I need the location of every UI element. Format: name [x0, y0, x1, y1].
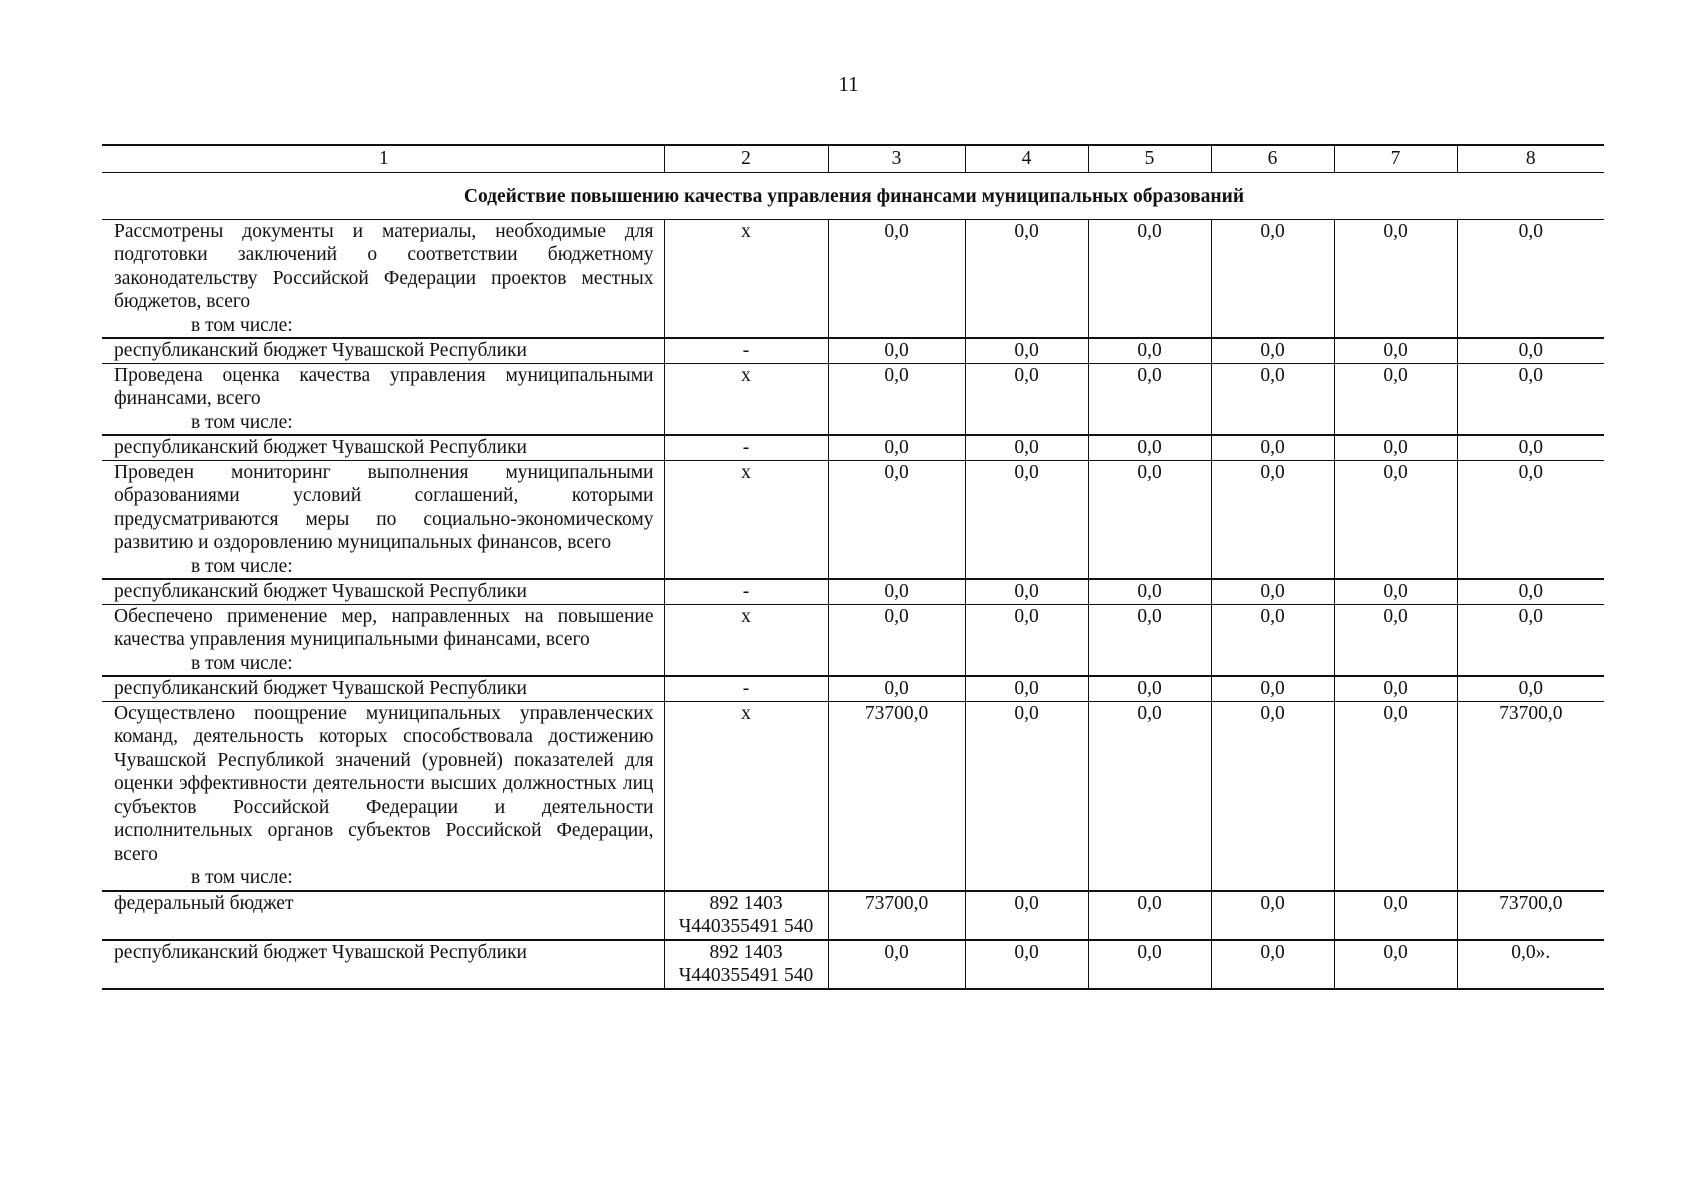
value-cell: 0,0: [1334, 891, 1457, 940]
value-cell: 0,0: [1334, 435, 1457, 460]
value-cell: 0,0: [1211, 604, 1334, 676]
value-cell: 73700,0: [828, 891, 965, 940]
value-cell: 0,0: [1334, 219, 1457, 338]
value-cell: 0,0: [828, 219, 965, 338]
value-cell: 73700,0: [828, 701, 965, 891]
row-description: [102, 701, 664, 891]
value-cell: 0,0: [1211, 338, 1334, 363]
value-cell: 0,0: [828, 940, 965, 989]
row-description: [102, 940, 664, 989]
value-cell: 0,0».: [1457, 940, 1604, 989]
description-text: федеральный бюджет: [114, 892, 294, 914]
value-cell: 0,0: [965, 219, 1088, 338]
description-text: Рассмотрены документы и материалы, необходимые для подготовки заключений о соответствии бюджетному законодательству Российской Федерации проектов местных бюджетов, всего: [114, 220, 654, 312]
budget-code: -: [664, 676, 828, 701]
description-text: Проведен мониторинг выполнения муниципальными образованиями условий соглашений, которыми предусматриваются меры по социально-экономическому развитию и оздоровлению муниципальных финансов, всего: [114, 461, 654, 553]
description-text: Обеспечено применение мер, направленных на повышение качества управления муниципальными финансами, всего: [114, 605, 654, 650]
value-cell: 0,0: [1211, 891, 1334, 940]
value-cell: 0,0: [965, 435, 1088, 460]
value-cell: 0,0: [1457, 460, 1604, 579]
page-number: 11: [838, 72, 859, 96]
row-description: [102, 676, 664, 701]
value-cell: 0,0: [1211, 579, 1334, 604]
indicator-row: [102, 701, 1604, 891]
budget-source-row: [102, 940, 1604, 989]
row-description: [102, 891, 664, 940]
column-header: 1: [102, 145, 664, 173]
value-cell: 0,0: [1211, 676, 1334, 701]
value-cell: 0,0: [965, 604, 1088, 676]
value-cell: 0,0: [1334, 940, 1457, 989]
value-cell: 0,0: [1211, 363, 1334, 435]
row-description: [102, 363, 664, 435]
budget-table: [102, 144, 1604, 990]
indicator-row: [102, 604, 1604, 676]
row-description: [102, 604, 664, 676]
budget-source-row: [102, 338, 1604, 363]
budget-code: 892 1403 Ч440355491 540: [664, 940, 828, 989]
value-cell: 73700,0: [1457, 701, 1604, 891]
value-cell: 0,0: [1088, 940, 1211, 989]
value-cell: 0,0: [1334, 676, 1457, 701]
value-cell: 0,0: [1088, 219, 1211, 338]
row-description: [102, 579, 664, 604]
description-text: республиканский бюджет Чувашской Республики: [114, 581, 527, 602]
budget-source-row: [102, 676, 1604, 701]
including-label: в том числе:: [191, 555, 293, 577]
budget-code: -: [664, 338, 828, 363]
budget-code: х: [664, 604, 828, 676]
description-text: республиканский бюджет Чувашской Республики: [114, 437, 527, 458]
column-header: 3: [828, 145, 965, 173]
value-cell: 0,0: [828, 460, 965, 579]
value-cell: 0,0: [828, 579, 965, 604]
value-cell: 0,0: [1088, 435, 1211, 460]
value-cell: 0,0: [1088, 338, 1211, 363]
value-cell: 0,0: [1088, 363, 1211, 435]
budget-code: х: [664, 219, 828, 338]
description-text: республиканский бюджет Чувашской Республики: [114, 678, 527, 699]
value-cell: 0,0: [1457, 219, 1604, 338]
row-description: [102, 338, 664, 363]
header-row: [102, 145, 1604, 173]
value-cell: 0,0: [1457, 604, 1604, 676]
value-cell: 0,0: [965, 363, 1088, 435]
description-text: Осуществлено поощрение муниципальных управленческих команд, деятельность которых способствовала достижению Чувашской Республикой значений (уровней) показателей для оценки эффективности деятельности высших должностных лиц субъектов Российской Федерации и деятельности исполнительных органов субъектов Российской Федерации, всего: [114, 702, 654, 865]
description-text: республиканский бюджет Чувашской Республики: [114, 941, 527, 963]
value-cell: 0,0: [1088, 604, 1211, 676]
value-cell: 0,0: [1457, 676, 1604, 701]
value-cell: 0,0: [1334, 604, 1457, 676]
value-cell: 0,0: [1457, 579, 1604, 604]
indicator-row: [102, 363, 1604, 435]
column-header: 5: [1088, 145, 1211, 173]
value-cell: 0,0: [1334, 701, 1457, 891]
budget-code: х: [664, 460, 828, 579]
description-text: республиканский бюджет Чувашской Республики: [114, 340, 527, 361]
including-label: в том числе:: [191, 314, 293, 336]
value-cell: 0,0: [965, 676, 1088, 701]
indicator-row: [102, 460, 1604, 579]
including-label: в том числе:: [191, 652, 293, 674]
value-cell: 0,0: [1457, 363, 1604, 435]
budget-source-row: [102, 579, 1604, 604]
budget-code: 892 1403 Ч440355491 540: [664, 891, 828, 940]
budget-code: х: [664, 363, 828, 435]
value-cell: 0,0: [828, 363, 965, 435]
including-label: в том числе:: [191, 411, 293, 433]
value-cell: 0,0: [828, 338, 965, 363]
value-cell: 0,0: [1088, 460, 1211, 579]
value-cell: 0,0: [828, 435, 965, 460]
value-cell: 0,0: [965, 940, 1088, 989]
section-title: Содействие повышению качества управления финансами муниципальных образований: [102, 173, 1604, 220]
budget-source-row: [102, 435, 1604, 460]
row-description: [102, 435, 664, 460]
value-cell: 0,0: [1088, 579, 1211, 604]
budget-code: х: [664, 701, 828, 891]
value-cell: 0,0: [965, 891, 1088, 940]
value-cell: 0,0: [1211, 219, 1334, 338]
column-header: 8: [1457, 145, 1604, 173]
value-cell: 0,0: [1211, 940, 1334, 989]
value-cell: 0,0: [1088, 676, 1211, 701]
value-cell: 0,0: [965, 579, 1088, 604]
column-header: 7: [1334, 145, 1457, 173]
value-cell: 0,0: [1211, 460, 1334, 579]
budget-code: -: [664, 435, 828, 460]
value-cell: 0,0: [1211, 435, 1334, 460]
value-cell: 0,0: [965, 338, 1088, 363]
value-cell: 0,0: [1334, 363, 1457, 435]
budget-code: -: [664, 579, 828, 604]
value-cell: 0,0: [1334, 338, 1457, 363]
row-description: [102, 460, 664, 579]
row-description: [102, 219, 664, 338]
value-cell: 0,0: [1457, 338, 1604, 363]
value-cell: 73700,0: [1457, 891, 1604, 940]
budget-source-row: [102, 891, 1604, 940]
value-cell: 0,0: [965, 701, 1088, 891]
value-cell: 0,0: [1457, 435, 1604, 460]
value-cell: 0,0: [1088, 701, 1211, 891]
column-header: 2: [664, 145, 828, 173]
including-label: в том числе:: [191, 867, 293, 888]
value-cell: 0,0: [1088, 891, 1211, 940]
indicator-row: [102, 219, 1604, 338]
value-cell: 0,0: [1334, 460, 1457, 579]
value-cell: 0,0: [1334, 579, 1457, 604]
section-title-row: [102, 173, 1604, 220]
value-cell: 0,0: [828, 676, 965, 701]
description-text: Проведена оценка качества управления муниципальными финансами, всего: [114, 364, 654, 409]
column-header: 4: [965, 145, 1088, 173]
value-cell: 0,0: [828, 604, 965, 676]
value-cell: 0,0: [965, 460, 1088, 579]
column-header: 6: [1211, 145, 1334, 173]
value-cell: 0,0: [1211, 701, 1334, 891]
